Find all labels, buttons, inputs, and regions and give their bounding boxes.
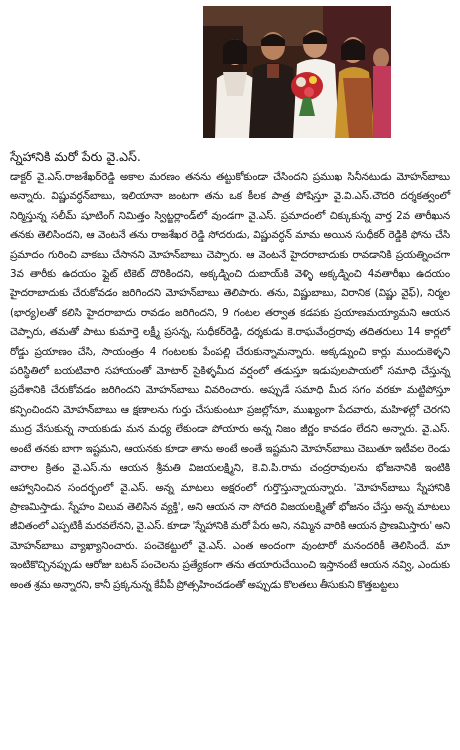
article-paragraph: డాక్టర్ వై.ఎస్.రాజశేఖర్‌రెడ్డి అకాల మరణం తనను తట్టుకోకుండా చేసిందని ప్రముఖ సినీనటుడు మోహన్‌బాబు అన్నారు. విష్ణువర్ధన్‌బాబు, ఇలియానా జంటగా తను ఒక కీలక పాత్ర పోషిస్తూ వై.వి.ఎస్.చౌదరి దర్శకత్వంలో నిర్మిస్తున్న సలీమ్ షూటింగ్ నిమిత్తం స్విట్జర్లాండ్‌లో వుండగా వై.ఎస్. ప్రమాదంలో చిక్కుకున్న వార్త 2వ తారీఖున తనకు తెలిసిందని, ఆ వెంటనే తను రాజశేఖర రెడ్డి సోదరుడు, విష్ణువర్ధన్ మామ అయిన సుధీకర్ రెడ్డికి ఫోను చేసి ప్రమాదం గురించి వాకబు చేసానని మోహన్‌బాబు చెప్పారు. ఆ వెంటనే హైదరాబాదుకు రావడానికి ప్రయత్నించగా 3వ తారీకు ఉదయం ఫ్లైట్ టికెట్ దొరికిందని, అక్కడ్నించి దుబాయ్‌కి వెళ్ళి అక్కడ్నించి 4వతారీఖు ఉదయం హైదరాబాదుకు చేరుకోవడం జరిగిందని మోహన్‌బాబు తెలిపారు. తను, విష్ణుబాబు, విరానిక (విష్ణు వైఫ్), నిర్మల (భార్య)లతో కలిసి హైదరాబాదు రావడం జరిగిందని, 9 గంటల తర్వాత కడపకు ప్రయాణమయ్యామని ఆయన చెప్పారు, తమతో పాటు కుమార్తె లక్ష్మీ ప్రసన్న, సుధీకర్‌రెడ్డి, దర్శకుడు కె.రాఘవేంద్రరావు తదితరులు 14 కార్లలో రోడ్డు ప్రయాణం చేసి, సాయంత్రం 4 గంటలకు పేంపల్లి చేరుకున్నామన్నారు. అక్కడ్నుంచి కార్లు ముందుకెళ్ళని పరిస్థితిలో బయటివారి సహాయంతో మోటార్ సైకిళ్ళమీద వర్షంలో తడుస్తూ ఇడుపులపాయలో సమాధి చేస్తున్న ప్రదేశానికి చేరుకోవడం జరిగిందని మోహన్‌బాబు వివరించారు. అప్పుడే సమాధి మీద సగం వరకూ మట్టిపోస్తూ కన్పించిందని మోహన్‌బాబు ఆ క్షణాలను గుర్తు చేసుకుంటూ ప్రజల్లోనూ, ముఖ్యంగా పేదవారు, మహిళల్లో చెరగని ముద్ర వేసుకున్న నాయకుడు మన మధ్య లేకుండా పోయారు అన్న నిజం జీర్ణం కావడం లేదని అన్నారు. వై.ఎస్. అంటే తనకు బాగా ఇష్టమని, ఆయనకు కూడా తాను అంటే అంతే ఇష్టమని మోహన్‌బాబు చెబుతూ ఇటీవల రెండు వారాల క్రితం వై.ఎస్.ను ఆయన శ్రీమతి విజయలక్ష్మిని, కె.వి.పి.రామ చంద్రరావులను భోజనానికి ఇంటికి ఆహ్వానించిన సందర్భంలో వై.ఎస్. అన్న మాటలు అక్షరంలో గుర్తొస్తున్నాయన్నారు. 'మోహన్‌బాబు స్నేహానికి ప్రాణమిస్తాడు. స్నేహం విలువ తెలిసిన వ్యక్తి', అని ఆయన నా సోదరి విజయలక్ష్మితో భోజనం చేస్తు అన్న మాటలు జీవితంలో ఎప్పటికీ మరవలేనని, వై.ఎస్. కూడా 'స్నేహానికి మరో పేరు అని, నమ్మిన వారికి ఆయన ప్రాణమిస్తారు' అని మోహన్‌బాబు వ్యాఖ్యానించారు. పంచెకట్టులో వై.ఎస్. ఎంత అందంగా వుంటారో మనందరికీ తెలిసిందే. మా ఇంటికొచ్చినప్పుడు ఆరోజు బటన్ పంచెలను ప్రత్యేకంగా తను తయారుచేయించి ఇస్తానంటే ఆయన నవ్వి, ఎందుకు అంత శ్రమ అన్నారని, కానీ ప్రక్కనున్న కేవీపీ ప్రోత్సహించడంతో అప్పుడు కొలతలు తీసుకుని కొత్తబట్టలు (10, 171, 450, 591)
article-body (10, 168, 450, 595)
article-headline: స్నేహానికి మరో పేరు వై.ఎస్. (10, 149, 141, 164)
news-photo (203, 6, 391, 138)
group-photo-image (203, 6, 391, 138)
